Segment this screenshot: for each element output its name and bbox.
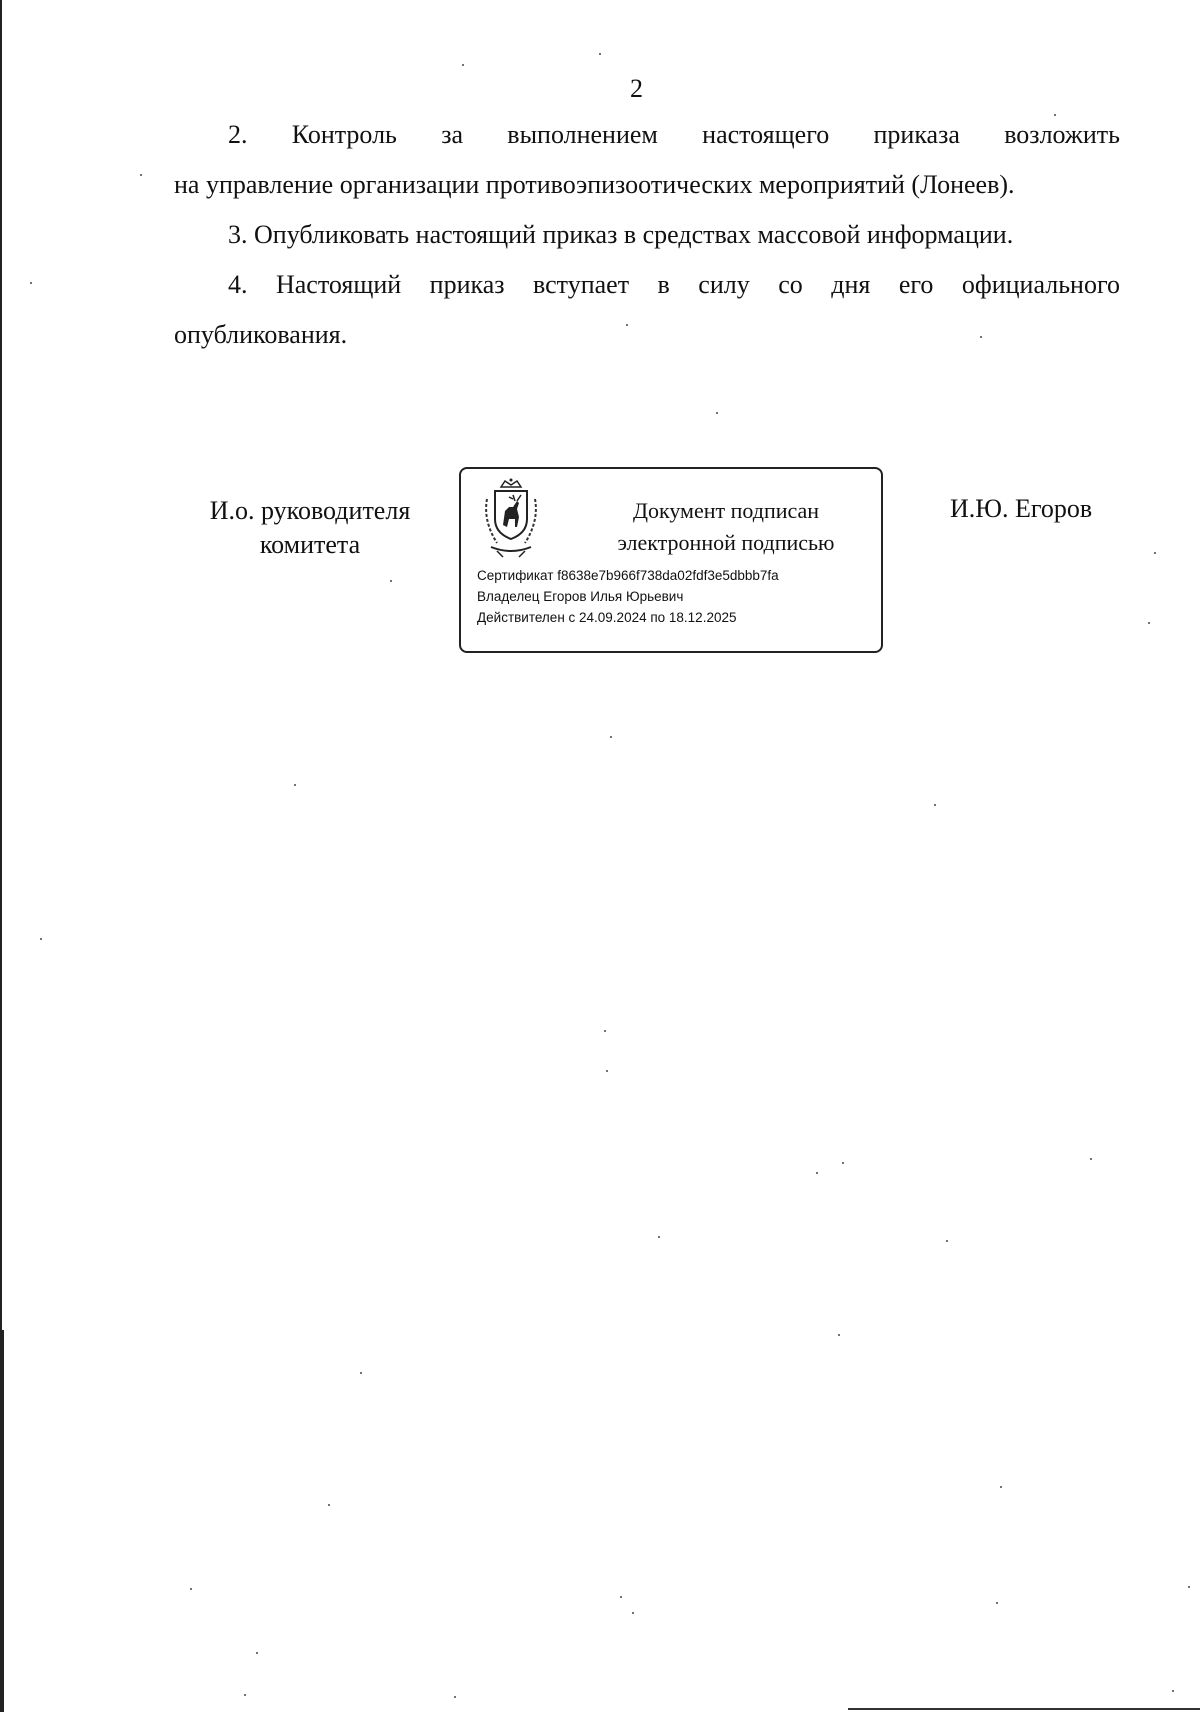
scan-bottom-line (848, 1708, 1200, 1710)
signatory-name: И.Ю. Егоров (950, 494, 1093, 523)
scan-speck (1054, 114, 1056, 116)
scan-speck (328, 1504, 330, 1506)
scan-speck (816, 1172, 818, 1174)
paragraph-4-line-2: опубликования. (174, 320, 348, 349)
scan-speck (140, 174, 142, 176)
scan-speck (1154, 552, 1156, 554)
paragraph-2-line-1: 2. Контроль за выполнением настоящего приказа возложить (228, 120, 1120, 149)
scan-speck (1090, 1158, 1092, 1160)
scan-speck (454, 1696, 456, 1698)
scan-speck (390, 580, 392, 582)
scan-speck (980, 336, 982, 338)
certificate-details (477, 565, 779, 628)
scan-speck (30, 282, 32, 284)
certificate-number: Сертификат f8638e7b966f738da02fdf3e5dbbb7fa (477, 568, 779, 583)
scan-speck (606, 1070, 608, 1072)
scan-speck (604, 1030, 606, 1032)
paragraph-2 (174, 110, 1120, 210)
scan-speck (1188, 1586, 1190, 1588)
scan-speck (599, 53, 601, 55)
scan-speck (632, 1612, 634, 1614)
scan-speck (934, 804, 936, 806)
scan-speck (1148, 622, 1150, 624)
scan-speck (716, 412, 718, 414)
certificate-validity: Действителен с 24.09.2024 по 18.12.2025 (477, 610, 737, 625)
scan-speck (620, 1596, 622, 1598)
paragraph-2-line-2: на управление организации противоэпизоотических мероприятий (Лонеев). (174, 170, 1015, 199)
coat-of-arms-icon (477, 477, 545, 559)
paragraph-3-text: 3. Опубликовать настоящий приказ в средствах массовой информации. (228, 220, 1014, 249)
scan-speck (842, 1162, 844, 1164)
paragraph-4-line-1: 4. Настоящий приказ вступает в силу со дня его официального (228, 270, 1120, 299)
scan-speck (244, 1694, 246, 1696)
stamp-title-line-1: Документ подписан (632, 498, 820, 523)
scan-speck (294, 784, 296, 786)
scan-speck (462, 64, 464, 66)
position-line-1: И.о. руководителя (209, 496, 411, 525)
scan-edge-lower (0, 1330, 4, 1712)
scan-speck (946, 1240, 948, 1242)
scan-speck (610, 736, 612, 738)
signatory-position (190, 494, 430, 562)
certificate-owner: Владелец Егоров Илья Юрьевич (477, 589, 684, 604)
position-line-2: комитета (259, 530, 361, 559)
page-number: 2 (630, 74, 643, 103)
scan-speck (256, 1652, 258, 1654)
paragraph-4 (174, 260, 1120, 360)
electronic-signature-stamp (459, 467, 883, 653)
scan-speck (1000, 1486, 1002, 1488)
scan-speck (626, 324, 628, 326)
scan-speck (658, 1236, 660, 1238)
stamp-title (581, 495, 871, 559)
scan-speck (360, 1372, 362, 1374)
scan-speck (838, 1334, 840, 1336)
scan-speck (190, 1588, 192, 1590)
scan-speck (996, 1602, 998, 1604)
paragraph-3 (174, 210, 1120, 260)
scan-speck (1172, 1690, 1174, 1692)
scan-speck (40, 938, 42, 940)
stamp-title-line-2: электронной подписью (617, 530, 835, 555)
